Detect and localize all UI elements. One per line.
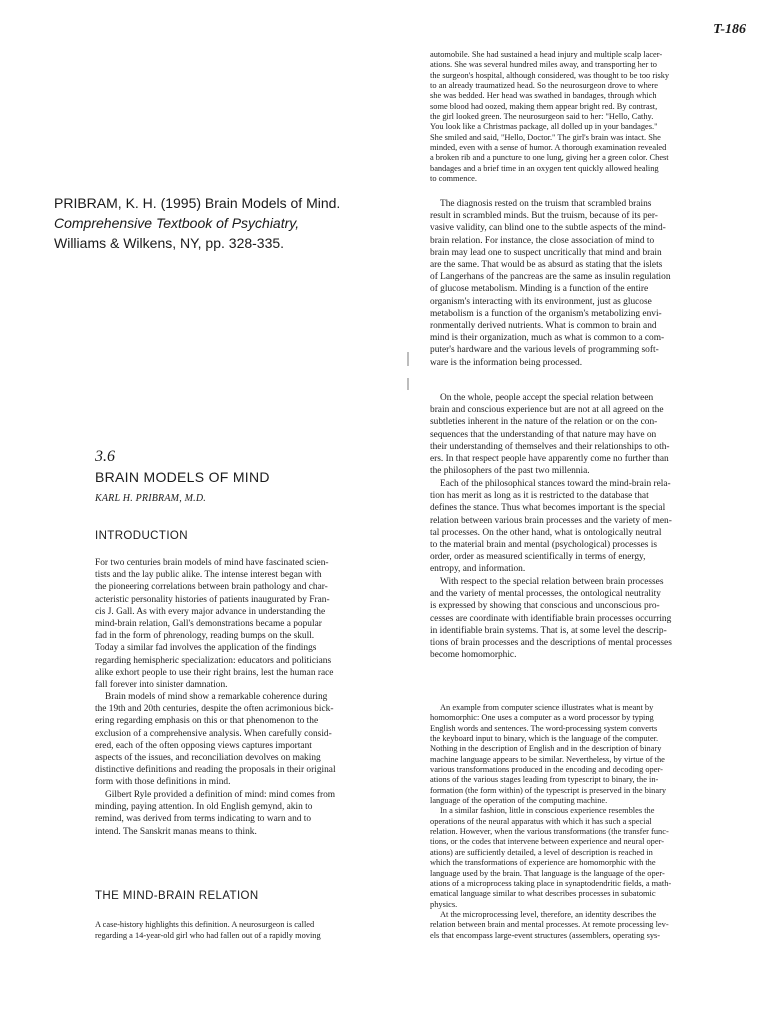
text-line: their understanding of themselves and their relationships to oth-: [430, 441, 670, 452]
text-line: to an already traumatized head. So the neurosurgeon drove to where: [430, 81, 658, 91]
citation-line-publisher: Williams & Wilkens, NY, pp. 328-335.: [54, 235, 285, 251]
scan-edge-mark: [407, 352, 409, 366]
text-line: bandages and a brief time in an oxygen tent quickly allowed healing: [430, 163, 659, 173]
text-line: Each of the philosophical stances toward the mind-brain rela-: [440, 479, 671, 489]
text-line: defines the stance. Thus what becomes important is the special: [430, 503, 666, 514]
text-line: result in scrambled minds. But the truism, because of its per-: [430, 211, 658, 222]
text-line: the 19th and 20th centuries, despite the often acrimonious bick-: [95, 704, 334, 715]
text-line: to commence.: [430, 174, 477, 184]
text-line: minding, paying attention. In old English gemynd, akin to: [95, 802, 313, 813]
text-line: homomorphic: One uses a computer as a word processor by typing: [430, 713, 654, 723]
text-line: order, order as measured scientifically in terms of energy,: [430, 552, 646, 563]
text-line: You look like a Christmas package, all dolled up in your bandages.": [430, 122, 658, 132]
introduction-heading: INTRODUCTION: [95, 530, 188, 542]
text-line: In a similar fashion, little in conscious experience resembles the: [440, 806, 655, 816]
text-line: brain and conscious experience but are not at all agreed on the: [430, 405, 664, 416]
text-line: the keyboard input to binary, which is the language of the computer.: [430, 734, 659, 744]
text-line: of Langerhans of the pancreas are the same as insulin regulation: [430, 272, 671, 283]
text-line: organism's interacting with its environment, just as glucose: [430, 296, 652, 307]
text-line: alike exhort people to use their right brains, lest the human race: [95, 667, 334, 678]
diagnosis-paragraph: [430, 198, 738, 369]
text-line: which the transformations of experience are homomorphic with the: [430, 858, 656, 868]
text-line: aspects of the issues, and reconciliation devolves on making: [95, 753, 321, 764]
text-line: relation between various brain processes and the variety of men-: [430, 515, 672, 526]
text-line: Brain models of mind show a remarkable coherence during: [105, 692, 328, 702]
text-line: various transformations produced in the encoding and decoding oper-: [430, 765, 663, 775]
citation-note: [54, 193, 404, 253]
text-line: remind, was derived from terms indicating to warn and to: [95, 814, 312, 825]
text-line: tions of brain processes and the descriptions of mental processes: [430, 638, 672, 649]
text-line: Today a similar fad involves the application of the findings: [95, 643, 317, 654]
text-line: An example from computer science illustrates what is meant by: [440, 703, 654, 712]
text-line: tists and the lay public alike. The intense interest began with: [95, 570, 322, 581]
text-line: machine language appears to be similar. Nevertheless, by virtue of the: [430, 754, 665, 764]
text-line: metabolism is a function of the organism's metabolizing envi-: [430, 308, 662, 319]
chapter-author: KARL H. PRIBRAM, M.D.: [95, 493, 206, 504]
text-line: form with those definitions in mind.: [95, 777, 231, 788]
text-line: puter's hardware and the various levels of programming soft-: [430, 345, 659, 356]
coherence-paragraph: [95, 691, 410, 789]
text-line: automobile. She had sustained a head injury and multiple scalp lacer-: [430, 50, 663, 59]
text-line: become homomorphic.: [430, 650, 517, 661]
text-line: vasive validity, can blind one to the subtle aspects of the mind-: [430, 223, 666, 234]
text-line: subtleties inherent in the nature of the relation or on the con-: [430, 417, 658, 428]
text-line: regarding a 14-year-old girl who had fallen out of a rapidly moving: [95, 931, 321, 940]
computer-example-paragraph: [430, 703, 738, 941]
text-line: exclusion of a comprehensive analysis. When carefully consid-: [95, 728, 332, 739]
text-line: ronmentally derived nutrients. What is common to brain and: [430, 321, 657, 332]
text-line: entropy, and information.: [430, 564, 526, 575]
citation-line-authors: PRIBRAM, K. H. (1995) Brain Models of Mind.: [54, 195, 341, 211]
mind-brain-heading: THE MIND-BRAIN RELATION: [95, 890, 259, 902]
text-line: language used by the brain. That language is the language of the oper-: [430, 868, 665, 878]
case-history-continued: [430, 50, 738, 184]
text-line: acteristic personality histories of patients inaugurated by Fran-: [95, 594, 330, 605]
text-line: brain may lead one to suspect uncritically that mind and brain: [430, 247, 662, 258]
text-line: ations of the various stages leading from typescript to binary, the in-: [430, 775, 659, 785]
page-code: T-186: [713, 22, 746, 37]
text-line: tal processes. On the other hand, what is ontologically neutral: [430, 527, 662, 538]
text-line: tion has merit as long as it is restricted to the database that: [430, 491, 649, 502]
text-line: in identifiable brain systems. That is, at some level the descrip-: [430, 625, 667, 636]
text-line: On the whole, people accept the special relation between: [440, 393, 654, 403]
text-line: tions, or the codes that intervene between experience and neural oper-: [430, 837, 664, 847]
text-line: ations of a microprocess taking place in synaptodendritic fields, a math-: [430, 878, 672, 888]
text-line: ations. She was several hundred miles away, and transporting her to: [430, 60, 657, 70]
neutrality-paragraph: [430, 576, 738, 661]
text-line: distinctive definitions and reading the proposals in their original: [95, 765, 336, 776]
text-line: and the variety of mental processes, the ontological neutrality: [430, 589, 661, 600]
text-line: A case-history highlights this definition. A neurosurgeon is called: [95, 920, 315, 929]
text-line: to the material brain and mental (psychological) processes is: [430, 540, 658, 551]
text-line: regarding hemispheric specialization: educators and politicians: [95, 655, 332, 666]
text-line: For two centuries brain models of mind have fascinated scien-: [95, 558, 329, 568]
text-line: relation. However, when the various transformations (the transfer func-: [430, 827, 669, 837]
text-line: formation (the form within) of the typescript is preserved in the binary: [430, 785, 667, 795]
text-line: fad in the form of phrenology, reading bumps on the skull.: [95, 631, 315, 642]
intro-paragraph: [95, 557, 410, 691]
scan-edge-mark: [407, 378, 409, 390]
text-line: ematical language similar to what describes processes in subatomic: [430, 889, 656, 899]
text-line: At the microprocessing level, therefore, an identity describes the: [440, 909, 657, 919]
text-line: intend. The Sanskrit manas means to think.: [95, 826, 257, 837]
text-line: ations) are sufficiently detailed, a level of description is reached in: [430, 847, 653, 857]
text-line: language of the operation of the computing machine.: [430, 796, 608, 806]
case-history-start: [95, 919, 410, 941]
text-line: brain relation. For instance, the close association of mind to: [430, 235, 655, 246]
text-line: operations of the neural apparatus with which it has such a special: [430, 816, 652, 826]
chapter-title: BRAIN MODELS OF MIND: [95, 469, 270, 485]
text-line: She smiled and said, "Hello, Doctor." The girl's brain was intact. She: [430, 132, 661, 142]
text-line: els that encompass large-event structures (assemblers, operating sys-: [430, 930, 661, 940]
chapter-number: 3.6: [95, 448, 115, 465]
text-line: mind is their organization, much as what is common to a com-: [430, 333, 665, 344]
text-line: of glucose metabolism. Minding is a function of the entire: [430, 284, 649, 295]
text-line: are the same. That would be as absurd as stating that the islets: [430, 260, 663, 271]
stances-paragraph: [430, 478, 738, 576]
text-line: the surgeon's hospital, although considered, was thought to be too risky: [430, 70, 670, 80]
text-line: ware is the information being processed.: [430, 357, 583, 368]
text-line: minded, even with a sense of humor. A thorough examination revealed: [430, 143, 667, 153]
text-line: mind-brain relation, Gall's demonstrations became a popular: [95, 619, 322, 630]
text-line: the pioneering correlations between brain pathology and char-: [95, 582, 328, 593]
text-line: ers. In that respect people have apparently come no further than: [430, 454, 669, 465]
text-line: the girl looked green. The neurosurgeon said to her: "Hello, Cathy.: [430, 112, 654, 122]
text-line: physics.: [430, 899, 458, 909]
text-line: cesses are coordinate with identifiable brain processes occurring: [430, 613, 672, 624]
text-line: sequences that the understanding of that nature may have on: [430, 429, 657, 440]
text-line: Gilbert Ryle provided a definition of mind: mind comes from: [105, 790, 336, 800]
acceptance-paragraph: [430, 392, 738, 477]
text-line: she was bedded. Her head was swathed in bandages, through which: [430, 91, 657, 101]
text-line: ered, each of the often opposing views captures important: [95, 740, 312, 751]
text-line: The diagnosis rested on the truism that scrambled brains: [440, 199, 652, 209]
text-line: the philosophers of the past two millennia.: [430, 466, 590, 477]
text-line: With respect to the special relation between brain processes: [440, 577, 664, 587]
text-line: ering regarding emphasis on this or that phenomenon to the: [95, 716, 319, 727]
text-line: cis J. Gall. As with every major advance in understanding the: [95, 606, 326, 617]
citation-line-journal: Comprehensive Textbook of Psychiatry,: [54, 215, 300, 231]
text-line: relation between brain and mental processes. At remote processing lev-: [430, 920, 669, 930]
text-line: is expressed by showing that conscious and unconscious pro-: [430, 601, 660, 612]
text-line: a broken rib and a puncture to one lung, giving her a green color. Chest: [430, 153, 669, 163]
text-line: fall forever into sinister damnation.: [95, 680, 228, 691]
ryle-paragraph: [95, 789, 410, 838]
text-line: Nothing in the description of English and in the description of binary: [430, 744, 662, 754]
text-line: English words and sentences. The word-processing system converts: [430, 723, 658, 733]
text-line: some blood had oozed, making them appear bright red. By contrast,: [430, 101, 658, 111]
